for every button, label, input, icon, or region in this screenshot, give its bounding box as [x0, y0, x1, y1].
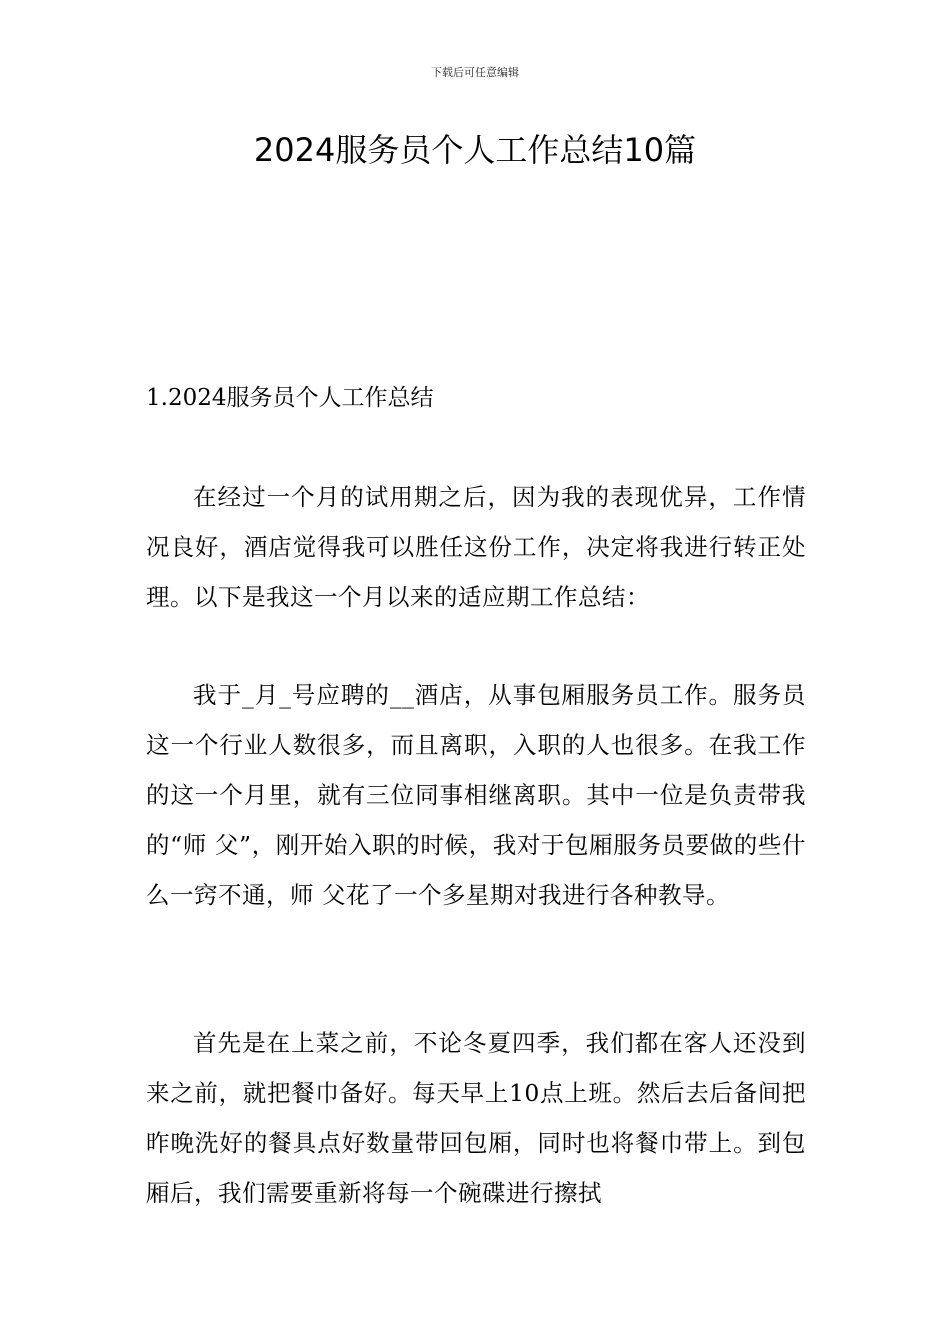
paragraph: 首先是在上菜之前，不论冬夏四季，我们都在客人还没到来之前，就把餐巾备好。每天早上10点上班。然后去后备间把昨晚洗好的餐具点好数量带回包厢，同时也将餐巾带上。到包厢后，我们需要重新将每一个碗碟进行擦拭	[146, 1029, 806, 1207]
document-title: 2024服务员个人工作总结10篇	[253, 131, 697, 169]
paragraph-3-block	[146, 1018, 806, 1218]
paragraph-2-block	[146, 670, 806, 920]
paragraph-1-block	[146, 472, 806, 622]
header-note: 下载后可任意编辑	[431, 66, 519, 79]
paragraph: 我于_月_号应聘的__酒店，从事包厢服务员工作。服务员这一个行业人数很多，而且离职，入职的人也很多。在我工作的这一个月里，就有三位同事相继离职。其中一位是负责带我的“师 父”，刚开始入职的时候，我对于包厢服务员要做的些什么一窍不通，师 父花了一个多星期对我进行各种教导。	[146, 681, 806, 909]
section-heading: 1.2024服务员个人工作总结	[146, 385, 434, 411]
paragraph: 在经过一个月的试用期之后，因为我的表现优异，工作情况良好，酒店觉得我可以胜任这份工作，决定将我进行转正处理。以下是我这一个月以来的适应期工作总结：	[146, 483, 806, 611]
